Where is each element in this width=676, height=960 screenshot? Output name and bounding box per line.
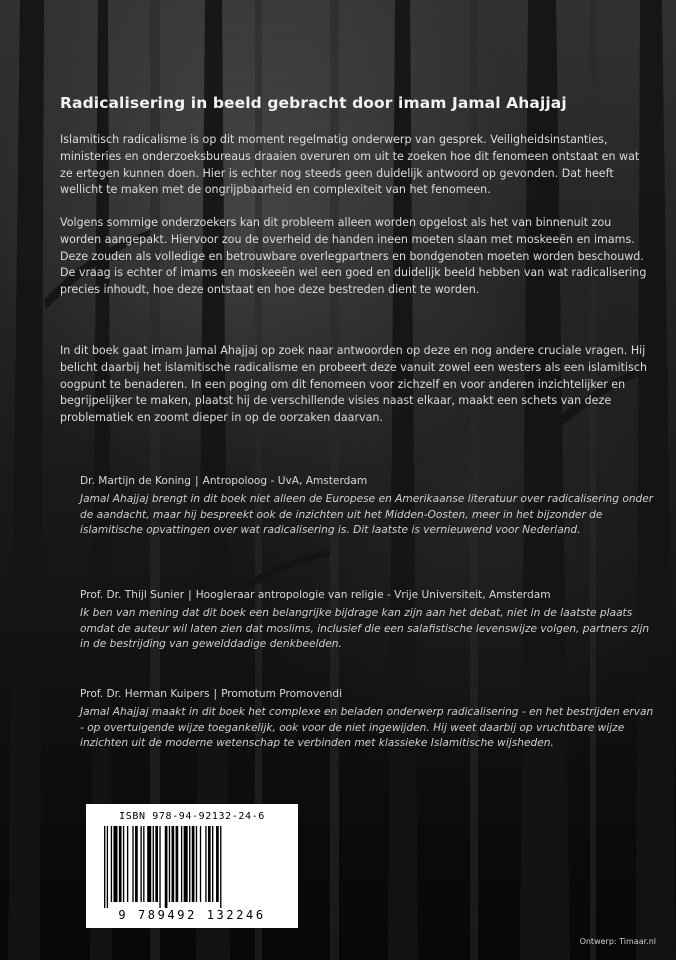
endorser-role: Antropoloog - UvA, Amsterdam [202,475,368,487]
cover-heading: Radicalisering in beeld gebracht door imam Jamal Ahajjaj [60,94,567,112]
endorsement-3 [80,686,656,752]
barcode-bar [113,826,117,902]
barcode-bar [216,826,219,902]
barcode-bar [119,826,122,902]
endorser-role: Hoogleraar antropologie van religie - Vrije Universiteit, Amsterdam [195,589,551,601]
barcode-bar [212,826,213,902]
endorser-name: Dr. Martijn de Koning [80,475,191,487]
endorsement-header [80,686,656,702]
barcode-bar [107,826,108,908]
barcode-bar [153,826,154,902]
intro-paragraph-2: Volgens sommige onderzoekers kan dit probleem alleen worden opgelost als het van binnenuit zou worden aangepakt. Hiervoor zou de overheid de handen ineen moeten slaan met moskeeën en imams. Deze zouden als volledige en betrouwbare overlegpartners en bondgenoten moeten worden beschouwd. De vraag is echter of imams en moskeeën wel een goed en duidelijk beeld hebben van wat radicalisering precies inhoudt, hoe deze ontstaat en hoe deze bestreden dient te worden. [60,216,647,297]
endorser-name: Prof. Dr. Thijl Sunier [80,589,185,601]
barcode-bar [176,826,179,902]
barcode-bar [192,826,195,902]
separator: | [195,475,199,487]
barcode-bar [220,826,221,908]
barcode-bar [196,826,197,902]
barcode-bar [181,826,182,902]
barcode-bar [189,826,190,902]
barcode-digits: 9 789492 132246 [118,908,266,922]
barcode-bar [184,826,188,902]
barcode-bar [205,826,206,902]
isbn-barcode [86,804,298,928]
barcode-bar [208,826,211,902]
barcode-bar [143,826,144,902]
barcode-bar [172,826,175,902]
design-credit: Ontwerp: Timaar.nl [579,937,656,946]
barcode-bar [169,826,170,902]
barcode-bar [111,826,112,902]
barcode-bar [104,826,105,908]
barcode-bar [132,826,133,902]
barcode-bar [123,826,124,902]
endorsement-1 [80,473,656,539]
endorser-name: Prof. Dr. Herman Kuipers [80,688,210,700]
separator: | [213,688,218,700]
endorsement-header [80,473,656,489]
intro-paragraph-3: In dit boek gaat imam Jamal Ahajjaj op zoek naar antwoorden op deze en nog andere cruciale vragen. Hij belicht daarbij het islamitische radicalisme en probeert deze vanuit zowel een westers als een islamitisch oogpunt te benaderen. In een poging om dit fenomeen voor zichzelf en voor anderen inzichtelijker en begrijpelijker te maken, plaatst hij de verschillende visies naast elkaar, maakt een schets van deze problematiek en zoomt dieper in op de oorzaken daarvan. [60,344,648,425]
barcode-bar [147,826,151,902]
barcode-bar [127,826,128,902]
intro-paragraph-1: Islamitisch radicalisme is op dit moment regelmatig onderwerp van gesprek. Veiligheidsinstanties, ministeries en onderzoeksbureaus draaien overuren om uit te zoeken hoe dit fenomeen ontstaat en wat ze ertegen kunnen doen. Hier is echter nog steeds geen duidelijk antwoord op gevonden. Dat heeft wellicht te maken met de ongrijpbaarheid en complexiteit van het fenomeen. [60,133,640,197]
barcode-bar [200,826,201,902]
barcode-bar [135,826,138,902]
barcode-bars [102,826,282,908]
endorsement-text: Jamal Ahajjaj brengt in dit boek niet alleen de Europese en Amerikaanse literatuur over radicalisering onder de aandacht, maar hij bespreekt ook de inzichten uit het Midden-Oosten, meer in het bijzonder de islamitische opvattingen over wat radicalisering is. Dit laatste is vernieuwend voor Nederland. [80,493,654,537]
barcode-bar [140,826,141,902]
separator: | [188,589,192,601]
endorsement-text: Ik ben van mening dat dit boek een belangrijke bijdrage kan zijn aan het debat, niet in de laatste plaats omdat de auteur wil laten zien dat moslims, inclusief die een salafistische levenswijze volgen, partners zijn in de bestrijding van gewelddadige denkbeelden. [80,607,650,651]
barcode-bar [155,826,158,902]
endorsement-2 [80,587,656,653]
barcode-bar [159,826,160,908]
endorsement-text: Jamal Ahajjaj maakt in dit boek het complexe en beladen onderwerp radicalisering - en het bestrijden ervan - op overtuigende wijze toegankelijk, ook voor de niet ingewijden. Hij weet daarbij op vruchtbare wijze inzichten uit de moderne wetenschap te verbinden met klassieke Islamitische wijsheden. [80,706,654,750]
endorsement-header [80,587,656,603]
barcode-bar [165,826,168,908]
endorser-role: Promotum Promovendi [221,688,343,700]
isbn-label: ISBN 978-94-92132-24-6 [119,811,265,822]
